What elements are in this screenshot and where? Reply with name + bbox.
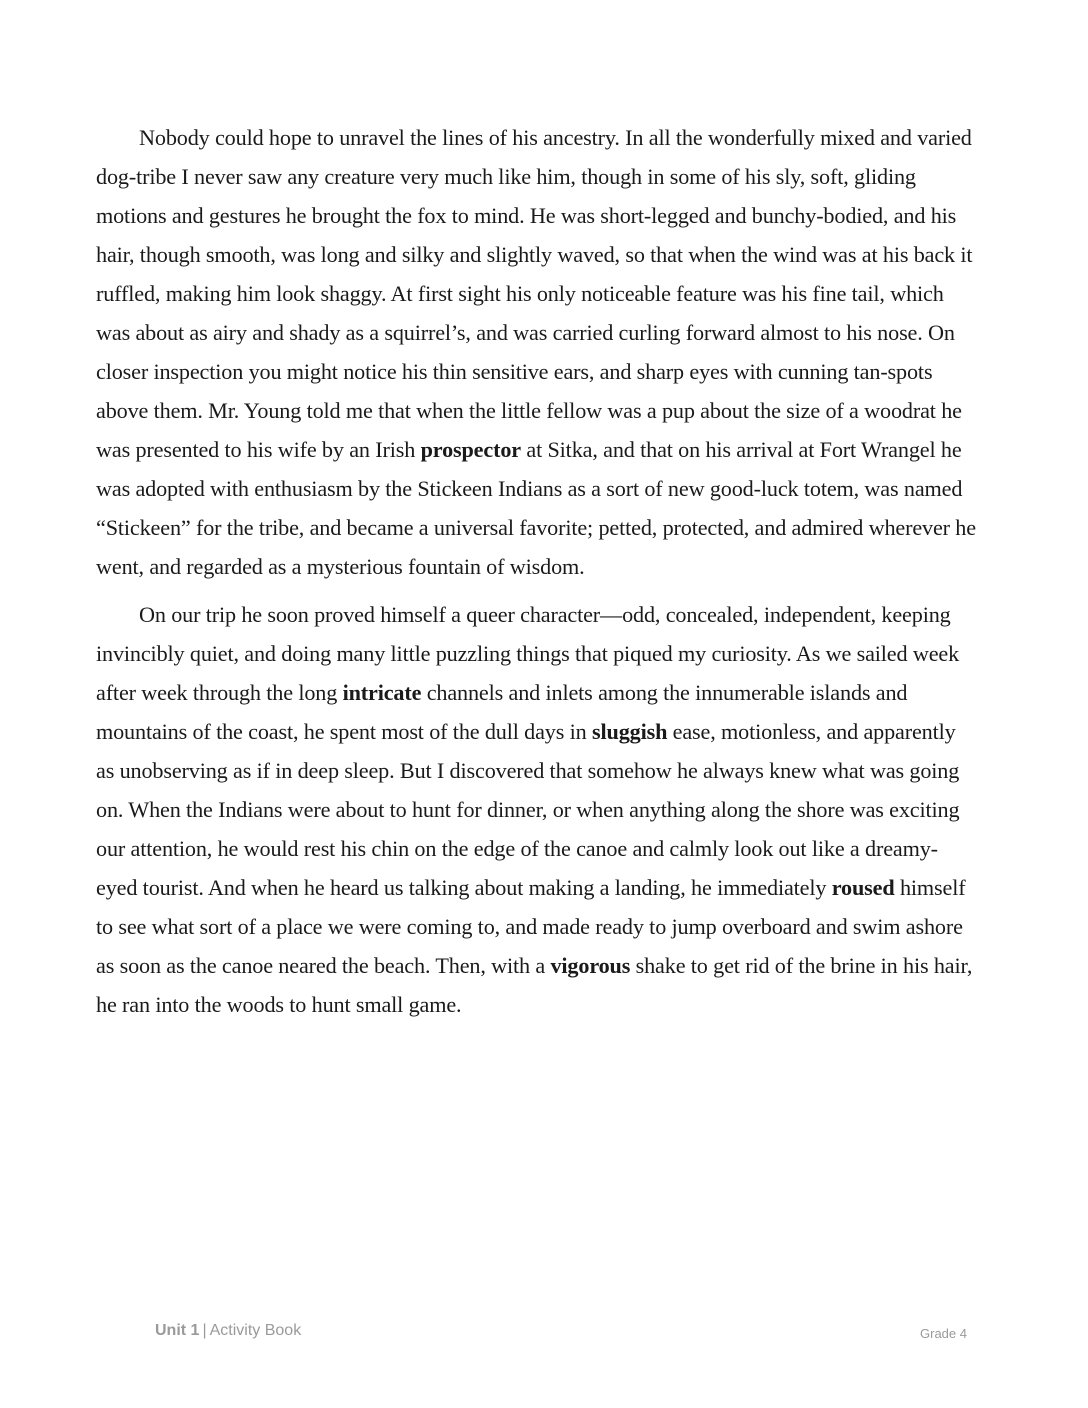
passage-body	[96, 118, 976, 1024]
footer-book-title: Activity Book	[209, 1322, 302, 1339]
paragraph-text: Nobody could hope to unravel the lines of his ancestry. In all the wonderfully mixed and varied dog-tribe I never saw any creature very much like him, though in some of his sly, soft, gliding motions and gestures he brought the fox to mind. He was short-legged and bunchy-bodied, and his hair, though smooth, was long and silky and slightly waved, so that when the wind was at his back it ruffled, making him look shaggy. At first sight his only noticeable feature was his fine tail, which was about as airy and shady as a squirrel’s, and was carried curling forward almost to his nose. On closer inspection you might notice his thin sensitive ears, and sharp eyes with cunning tan-spots above them. Mr. Young told me that when the little fellow was a pup about the size of a woodrat he was presented to his wife by an Irish	[96, 125, 973, 462]
footer-unit-label	[155, 1322, 301, 1340]
footer-separator: |	[202, 1322, 207, 1339]
paragraph-text: himself to see what sort of a place we were coming to, and made ready to jump overboard and swim ashore as soon as the canoe neared the beach. Then, with a	[96, 875, 966, 978]
footer-grade: Grade 4	[920, 1326, 967, 1341]
paragraph	[96, 595, 976, 1024]
paragraph-text: at Sitka, and that on his arrival at Fort Wrangel he was adopted with enthusiasm by the Stickeen Indians as a sort of new good-luck totem, was named “Stickeen” for the tribe, and became a universal favorite; petted, protected, and admired wherever he went, and regarded as a mysterious fountain of wisdom.	[96, 437, 976, 579]
vocabulary-word: vigorous	[550, 953, 631, 978]
vocabulary-word: sluggish	[592, 719, 668, 744]
vocabulary-word: intricate	[342, 680, 422, 705]
footer-unit: Unit 1	[155, 1322, 200, 1339]
paragraph	[96, 118, 976, 586]
paragraph-text: On our trip he soon proved himself a queer character—odd, concealed, independent, keeping invincibly quiet, and doing many little puzzling things that piqued my curiosity. As we sailed week after week through the long	[96, 602, 960, 705]
paragraph-text: ease, motionless, and apparently as unobserving as if in deep sleep. But I discovered that somehow he always knew what was going on. When the Indians were about to hunt for dinner, or when anything along the shore was exciting our attention, he would rest his chin on the edge of the canoe and calmly look out like a dreamy-eyed tourist. And when he heard us talking about making a landing, he immediately	[96, 719, 960, 900]
vocabulary-word: prospector	[420, 437, 521, 462]
paragraph-text: shake to get rid of the brine in his hair, he ran into the woods to hunt small game.	[96, 953, 973, 1017]
paragraph-text: channels and inlets among the innumerable islands and mountains of the coast, he spent most of the dull days in	[96, 680, 908, 744]
vocabulary-word: roused	[831, 875, 895, 900]
